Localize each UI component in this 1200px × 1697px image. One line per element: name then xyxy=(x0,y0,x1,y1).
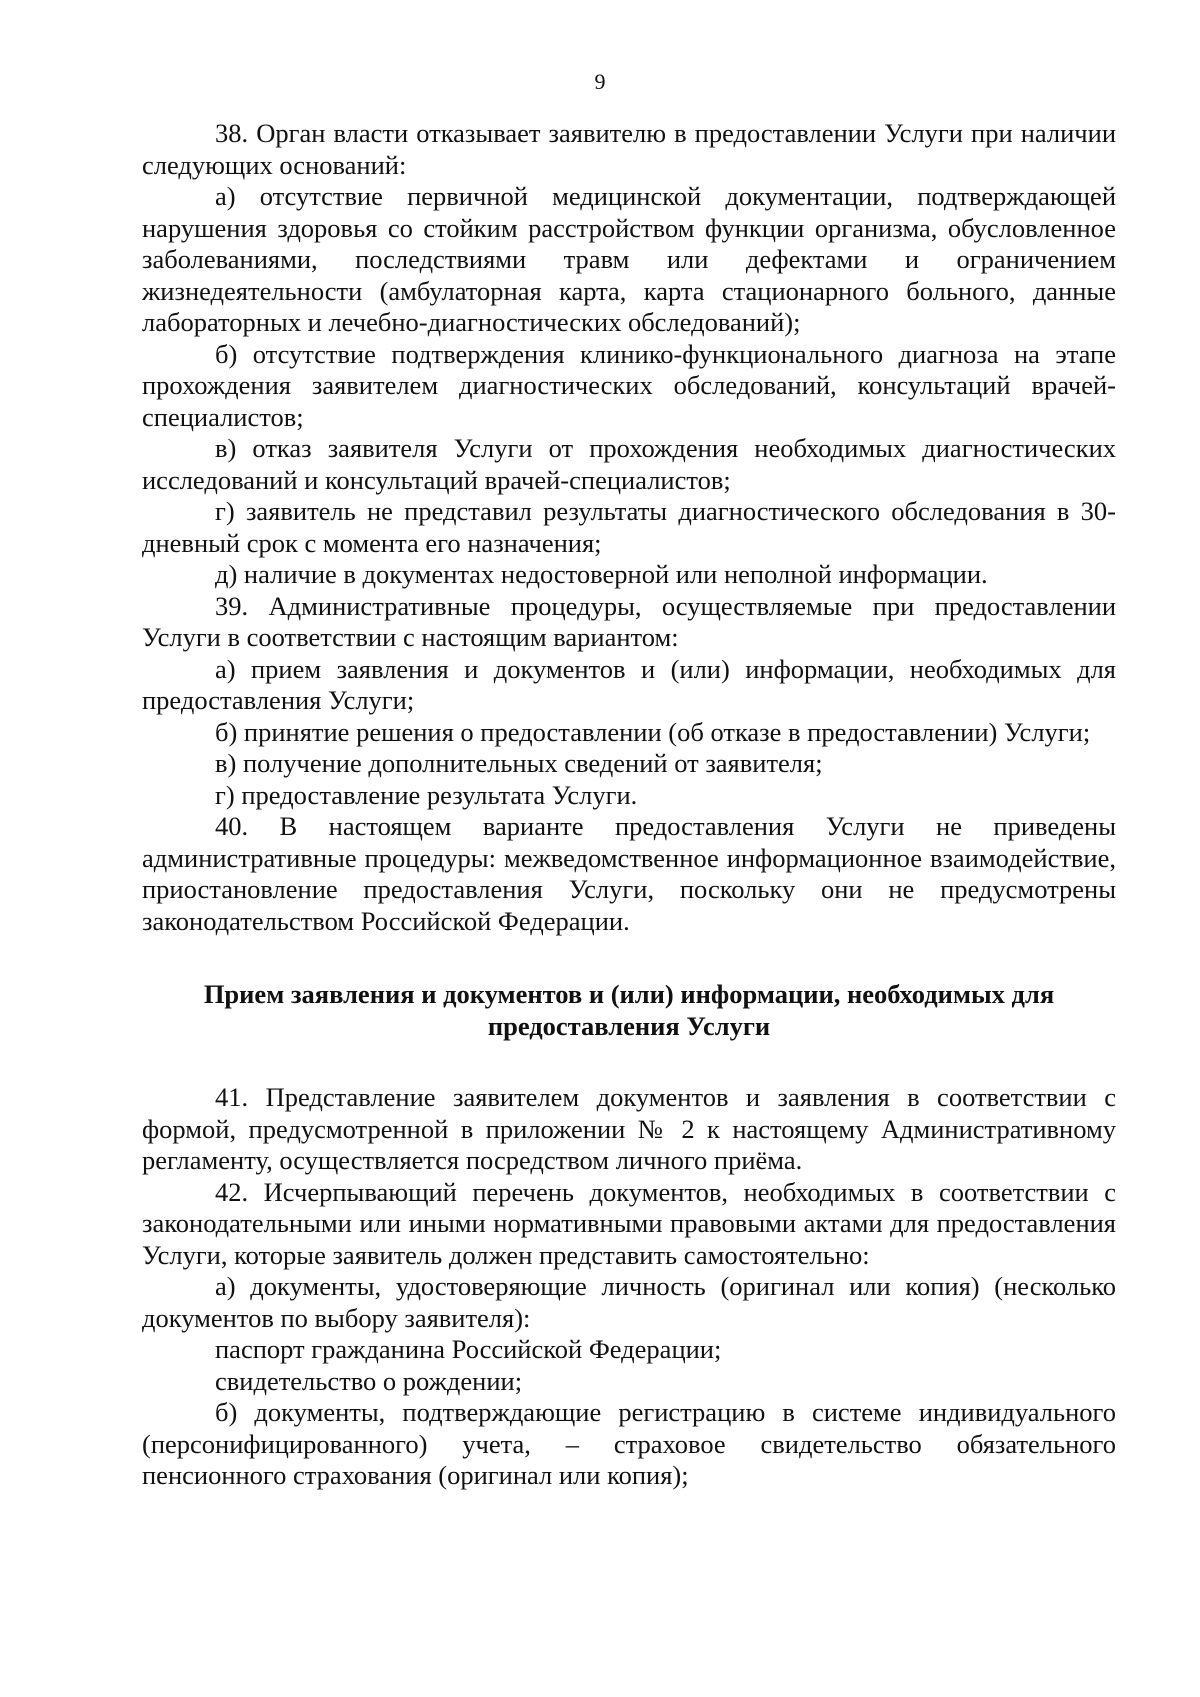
paragraph-38: 38. Орган власти отказывает заявителю в предоставлении Услуги при наличии следующих оснований: xyxy=(142,118,1116,180)
section-heading: Прием заявления и документов и (или) информации, необходимых для предоставления Услуги xyxy=(203,979,1055,1041)
paragraph-42-a-birth-certificate: свидетельство о рождении; xyxy=(215,1365,523,1396)
paragraph-39-b: б) принятие решения о предоставлении (об отказе в предоставлении) Услуги; xyxy=(215,716,1091,747)
paragraph-41: 41. Представление заявителем документов и заявления в соответствии с формой, предусмотренной в приложении № 2 к настоящему Административному регламенту, осуществляется посредством личного приёма. xyxy=(142,1082,1116,1175)
paragraph-38-a: а) отсутствие первичной медицинской документации, подтверждающей нарушения здоровья со стойким расстройством функции организма, обусловленное заболеваниями, последствиями травм или дефектами и ограничением жизнедеятельности (амбулаторная карта, карта стационарного больного, данные лабораторных и лечебно-диагностических обследований); xyxy=(142,181,1116,337)
paragraph-42-a-passport: паспорт гражданина Российской Федерации; xyxy=(215,1334,722,1364)
paragraph-38-g: г) заявитель не представил результаты диагностического обследования в 30-дневный срок с момента его назначения; xyxy=(142,496,1116,558)
paragraph-42-a: а) документы, удостоверяющие личность (оригинал или копия) (несколько документов по выбору заявителя): xyxy=(142,1271,1116,1333)
paragraph-39-v: в) получение дополнительных сведений от заявителя; xyxy=(215,748,823,778)
document-body xyxy=(142,118,1116,1492)
paragraph-42-b: б) документы, подтверждающие регистрацию в системе индивидуального (персонифицированного) учета, – страховое свидетельство обязательного пенсионного страхования (оригинал или копия); xyxy=(142,1397,1116,1490)
paragraph-38-v: в) отказ заявителя Услуги от прохождения необходимых диагностических исследований и консультаций врачей-специалистов; xyxy=(142,433,1116,495)
page-number: 9 xyxy=(594,69,606,94)
paragraph-39: 39. Административные процедуры, осуществляемые при предоставлении Услуги в соответствии с настоящим вариантом: xyxy=(142,590,1116,652)
paragraph-42: 42. Исчерпывающий перечень документов, необходимых в соответствии с законодательными или иными нормативными правовыми актами для предоставления Услуги, которые заявитель должен представить самостоятельно: xyxy=(142,1176,1116,1270)
paragraph-40: 40. В настоящем варианте предоставления Услуги не приведены административные процедуры: межведомственное информационное взаимодействие, приостановление предоставления Услуги, поскольку они не предусмотрены законодательством Российской Федерации. xyxy=(142,811,1116,936)
paragraph-38-b: б) отсутствие подтверждения клинико-функционального диагноза на этапе прохождения заявителем диагностических обследований, консультаций врачей-специалистов; xyxy=(142,338,1116,432)
paragraph-39-g: г) предоставление результата Услуги. xyxy=(215,779,638,810)
paragraph-39-a: а) прием заявления и документов и (или) информации, необходимых для предоставления Услуги; xyxy=(142,653,1116,715)
paragraph-38-d: д) наличие в документах недостоверной или неполной информации. xyxy=(215,559,988,589)
